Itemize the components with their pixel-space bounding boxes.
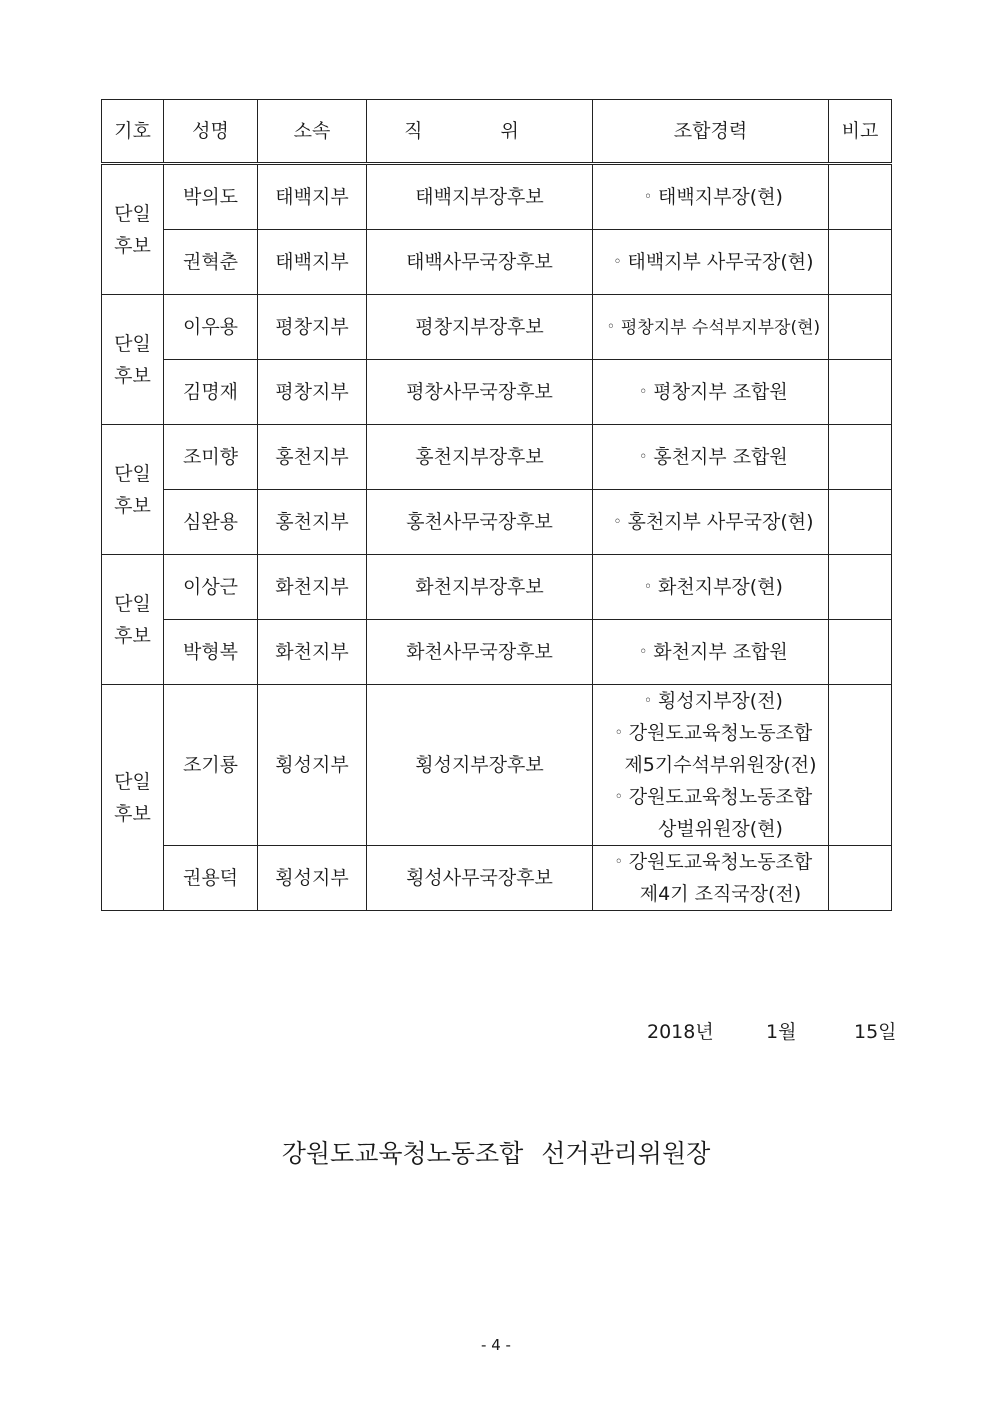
career-line <box>593 685 828 717</box>
bullet-icon: ◦ <box>643 693 653 709</box>
group-symbol-text: 후보 <box>114 364 151 387</box>
name-cell: 조미향 <box>164 425 258 490</box>
bullet-icon: ◦ <box>614 789 623 805</box>
career-text: 홍천지부 사무국장(현) <box>627 511 814 533</box>
career-line <box>593 636 828 668</box>
remarks-cell <box>829 360 892 425</box>
date-day: 15일 <box>854 1021 897 1043</box>
career-line <box>593 717 828 749</box>
career-text: 태백지부장(현) <box>658 186 783 208</box>
position-cell: 횡성지부장후보 <box>367 685 593 846</box>
name-cell: 김명재 <box>164 360 258 425</box>
name-cell: 이우용 <box>164 295 258 360</box>
career-text: 제5기수석부위원장(전) <box>624 754 817 776</box>
career-text: 강원도교육청노동조합 <box>628 722 813 744</box>
career-text: 상벌위원장(현) <box>658 818 783 840</box>
table-row <box>102 846 892 911</box>
name-cell: 권용덕 <box>164 846 258 911</box>
position-cell: 태백지부장후보 <box>367 164 593 230</box>
group-symbol-text: 단일 <box>114 592 151 615</box>
career-cell <box>593 360 829 425</box>
header-position: 직 위 <box>367 100 593 164</box>
position-cell: 태백사무국장후보 <box>367 230 593 295</box>
career-line <box>593 878 828 910</box>
career-line <box>593 571 828 603</box>
career-line <box>593 181 828 213</box>
career-text: 횡성지부장(전) <box>658 690 783 712</box>
table-row <box>102 620 892 685</box>
bullet-icon: ◦ <box>614 725 623 741</box>
table-row <box>102 295 892 360</box>
affiliation-cell: 평창지부 <box>258 360 367 425</box>
remarks-cell <box>829 164 892 230</box>
career-text: 홍천지부 조합원 <box>653 446 788 468</box>
group-symbol-cell <box>102 555 164 685</box>
career-line <box>593 441 828 473</box>
group-symbol-cell <box>102 295 164 425</box>
group-symbol-text: 단일 <box>114 770 151 793</box>
remarks-cell <box>829 425 892 490</box>
affiliation-cell: 화천지부 <box>258 620 367 685</box>
group-symbol-text: 단일 <box>114 332 151 355</box>
name-cell: 이상근 <box>164 555 258 620</box>
career-line <box>593 506 828 538</box>
name-cell: 박형복 <box>164 620 258 685</box>
bullet-icon: ◦ <box>639 384 648 400</box>
table-row <box>102 425 892 490</box>
date-month: 1월 <box>766 1021 797 1043</box>
position-cell: 화천지부장후보 <box>367 555 593 620</box>
table-row <box>102 164 892 230</box>
affiliation-cell: 화천지부 <box>258 555 367 620</box>
career-text: 평창지부 조합원 <box>653 381 788 403</box>
group-symbol-cell <box>102 425 164 555</box>
career-cell <box>593 846 829 911</box>
bullet-icon: ◦ <box>639 449 648 465</box>
bullet-icon: ◦ <box>643 579 653 595</box>
remarks-cell <box>829 295 892 360</box>
group-symbol-text: 후보 <box>114 802 151 825</box>
table-row <box>102 555 892 620</box>
header-career: 조합경력 <box>593 100 829 164</box>
table-header-row <box>102 100 892 164</box>
affiliation-cell: 횡성지부 <box>258 685 367 846</box>
table-row <box>102 685 892 846</box>
remarks-cell <box>829 620 892 685</box>
group-symbol-cell <box>102 164 164 295</box>
affiliation-cell: 홍천지부 <box>258 425 367 490</box>
date-year: 2018년 <box>647 1021 714 1043</box>
career-line <box>593 846 828 878</box>
bullet-icon: ◦ <box>613 254 622 270</box>
career-text: 태백지부 사무국장(현) <box>627 251 814 273</box>
career-cell <box>593 685 829 846</box>
career-text: 강원도교육청노동조합 <box>628 851 813 873</box>
career-text: 제4기 조직국장(전) <box>639 883 802 905</box>
bullet-icon: ◦ <box>643 189 653 205</box>
career-cell <box>593 555 829 620</box>
header-name: 성명 <box>164 100 258 164</box>
bullet-icon: ◦ <box>639 644 648 660</box>
bullet-icon: ◦ <box>613 514 622 530</box>
position-cell: 횡성사무국장후보 <box>367 846 593 911</box>
career-cell <box>593 164 829 230</box>
career-text: 화천지부장(현) <box>658 576 783 598</box>
bullet-icon: ◦ <box>606 318 615 335</box>
career-text: 강원도교육청노동조합 <box>628 786 813 808</box>
group-symbol-text: 후보 <box>114 624 151 647</box>
affiliation-cell: 태백지부 <box>258 230 367 295</box>
header-remarks: 비고 <box>829 100 892 164</box>
bullet-icon: ◦ <box>614 854 623 870</box>
career-cell <box>593 295 829 360</box>
page-number: - 4 - <box>481 1336 511 1354</box>
table-row <box>102 230 892 295</box>
header-affiliation: 소속 <box>258 100 367 164</box>
affiliation-cell: 태백지부 <box>258 164 367 230</box>
position-cell: 홍천사무국장후보 <box>367 490 593 555</box>
remarks-cell <box>829 685 892 846</box>
signature-title: 강원도교육청노동조합 선거관리위원장 <box>281 1139 711 1168</box>
name-cell: 조기룡 <box>164 685 258 846</box>
remarks-cell <box>829 555 892 620</box>
header-symbol: 기호 <box>102 100 164 164</box>
position-cell: 홍천지부장후보 <box>367 425 593 490</box>
table-row <box>102 490 892 555</box>
affiliation-cell: 횡성지부 <box>258 846 367 911</box>
affiliation-cell: 평창지부 <box>258 295 367 360</box>
candidate-table <box>101 99 892 911</box>
career-line <box>593 781 828 813</box>
career-line <box>593 311 828 344</box>
career-line <box>593 749 828 781</box>
career-text: 평창지부 수석부지부장(현) <box>620 317 821 338</box>
table-body <box>102 164 892 911</box>
name-cell: 박의도 <box>164 164 258 230</box>
position-cell: 화천사무국장후보 <box>367 620 593 685</box>
remarks-cell <box>829 846 892 911</box>
career-cell <box>593 620 829 685</box>
career-line <box>593 376 828 408</box>
career-text: 화천지부 조합원 <box>653 641 788 663</box>
career-cell <box>593 230 829 295</box>
group-symbol-text: 후보 <box>114 234 151 257</box>
table-row <box>102 360 892 425</box>
name-cell: 심완용 <box>164 490 258 555</box>
career-line <box>593 813 828 845</box>
group-symbol-cell <box>102 685 164 911</box>
remarks-cell <box>829 230 892 295</box>
career-line <box>593 246 828 278</box>
position-cell: 평창지부장후보 <box>367 295 593 360</box>
group-symbol-text: 후보 <box>114 494 151 517</box>
career-cell <box>593 425 829 490</box>
remarks-cell <box>829 490 892 555</box>
affiliation-cell: 홍천지부 <box>258 490 367 555</box>
position-cell: 평창사무국장후보 <box>367 360 593 425</box>
group-symbol-text: 단일 <box>114 462 151 485</box>
group-symbol-text: 단일 <box>114 202 151 225</box>
career-cell <box>593 490 829 555</box>
name-cell: 권혁춘 <box>164 230 258 295</box>
